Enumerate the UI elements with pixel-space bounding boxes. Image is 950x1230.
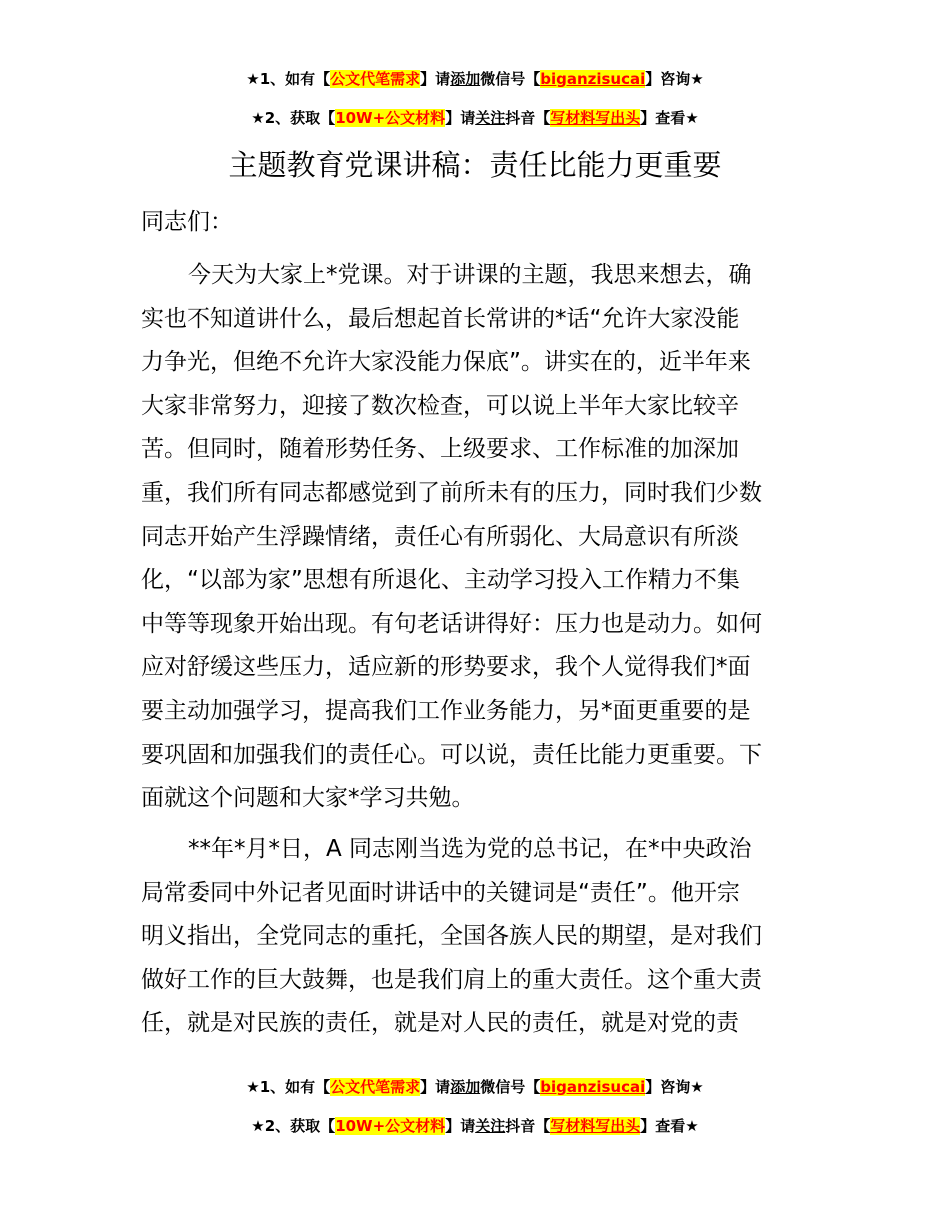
- paragraph-line: 大家非常努力，迎接了数次检查，可以说上半年大家比较辛: [141, 392, 739, 419]
- promo-1-suffix: 】咨询★: [645, 1078, 704, 1096]
- paragraph-line: 重，我们所有同志都感觉到了前所未有的压力，同时我们少数: [141, 479, 762, 506]
- promo-2-emphasis: 关注: [475, 1117, 506, 1135]
- promo-2-mid1: 】请: [445, 109, 476, 127]
- paragraph-line: 局常委同中外记者见面时讲话中的关键词是“责任”。他开宗: [141, 879, 740, 906]
- paragraph-line: 今天为大家上*党课。对于讲课的主题，我思来想去，确: [188, 262, 752, 288]
- promo-2-mid1: 】请: [445, 1117, 476, 1135]
- promo-1-highlight-service: 公文代笔需求: [330, 1078, 421, 1096]
- promo-1-emphasis: 添加: [450, 1078, 481, 1096]
- promo-2-prefix: ★2、获取【: [251, 109, 336, 127]
- paragraph-line: 苦。但同时，随着形势任务、上级要求、工作标准的加深加: [141, 436, 739, 463]
- paragraph-line: 要巩固和加强我们的责任心。可以说，责任比能力更重要。下: [141, 741, 762, 768]
- paragraph-line: 做好工作的巨大鼓舞，也是我们肩上的重大责任。这个重大责: [141, 966, 762, 993]
- paragraph-line: **年*月*日，A 同志刚当选为党的总书记，在*中央政治: [188, 836, 752, 862]
- salutation: 同志们：: [141, 209, 233, 235]
- promo-1-mid2: 微信号【: [480, 70, 541, 88]
- paragraph-line: 同志开始产生浮躁情绪，责任心有所弱化、大局意识有所淡: [141, 523, 739, 550]
- paragraph-line: 实也不知道讲什么，最后想起首长常讲的*话“允许大家没能: [141, 305, 740, 332]
- promo-2-mid2: 抖音【: [505, 109, 551, 127]
- promo-footer-line-1: [0, 1077, 950, 1097]
- promo-2-prefix: ★2、获取【: [251, 1117, 336, 1135]
- promo-1-wechat-id: biganzisucai: [540, 1078, 646, 1096]
- paragraph-line: 任，就是对民族的责任，就是对人民的责任，就是对党的责: [141, 1010, 739, 1037]
- promo-line-2: [0, 108, 950, 128]
- paragraph-line: 明义指出，全党同志的重托，全国各族人民的期望，是对我们: [141, 923, 762, 950]
- paragraph-line: 要主动加强学习，提高我们工作业务能力，另*面更重要的是: [141, 697, 751, 724]
- paragraph-line: 化，“以部为家”思想有所退化、主动学习投入工作精力不集: [141, 567, 740, 594]
- promo-2-highlight-materials: 10W+公文材料: [335, 109, 446, 127]
- promo-2-douyin-id: 写材料写出头: [550, 109, 641, 127]
- promo-footer-line-2: [0, 1116, 950, 1136]
- paragraph-line: 力争光，但绝不允许大家没能力保底”。讲实在的，近半年来: [141, 349, 751, 376]
- promo-2-mid2: 抖音【: [505, 1117, 551, 1135]
- paragraph-line: 中等等现象开始出现。有句老话讲得好：压力也是动力。如何: [141, 610, 762, 637]
- promo-line-1: [0, 69, 950, 89]
- promo-1-suffix: 】咨询★: [645, 70, 704, 88]
- promo-2-douyin-id: 写材料写出头: [550, 1117, 641, 1135]
- promo-1-prefix: ★1、如有【: [246, 70, 331, 88]
- promo-1-highlight-service: 公文代笔需求: [330, 70, 421, 88]
- paragraph-1: [141, 254, 821, 821]
- promo-1-mid1: 】请: [420, 70, 451, 88]
- promo-1-prefix: ★1、如有【: [246, 1078, 331, 1096]
- promo-1-mid2: 微信号【: [480, 1078, 541, 1096]
- promo-2-suffix: 】查看★: [640, 1117, 699, 1135]
- paragraph-2: [141, 828, 821, 1046]
- document-title: 主题教育党课讲稿：责任比能力更重要: [228, 148, 722, 182]
- paragraph-line: 面就这个问题和大家*学习共勉。: [141, 785, 475, 812]
- paragraph-line: 应对舒缓这些压力，适应新的形势要求，我个人觉得我们*面: [141, 654, 751, 681]
- promo-2-highlight-materials: 10W+公文材料: [335, 1117, 446, 1135]
- promo-2-suffix: 】查看★: [640, 109, 699, 127]
- promo-1-mid1: 】请: [420, 1078, 451, 1096]
- promo-1-wechat-id: biganzisucai: [540, 70, 646, 88]
- promo-1-emphasis: 添加: [450, 70, 481, 88]
- promo-2-emphasis: 关注: [475, 109, 506, 127]
